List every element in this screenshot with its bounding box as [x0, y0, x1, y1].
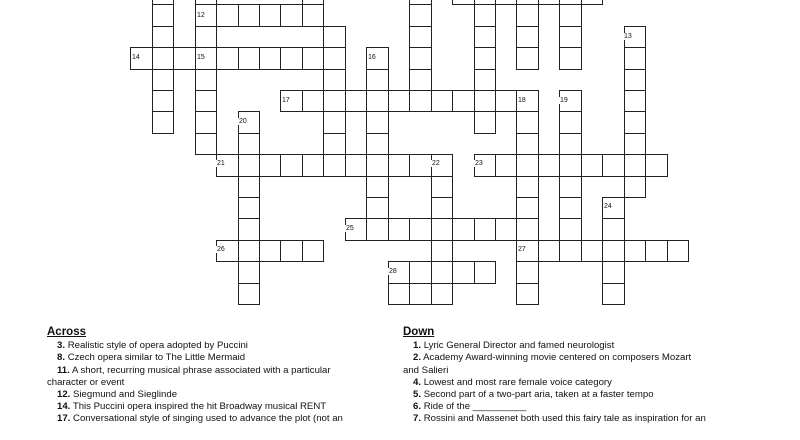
crossword-cell[interactable] — [516, 133, 539, 155]
clue-text: Conversational style of singing used to advance the plot (not an — [73, 413, 343, 425]
clue-text: This Puccini opera inspired the hit Broadway musical RENT — [72, 401, 327, 413]
crossword-cell[interactable] — [516, 47, 539, 70]
crossword-cell[interactable] — [474, 0, 496, 5]
crossword-cell[interactable] — [302, 47, 324, 70]
clue-number: 8. — [57, 352, 66, 364]
crossword-cell[interactable] — [645, 240, 668, 262]
crossword-cell[interactable] — [388, 283, 410, 305]
crossword-cell[interactable] — [559, 111, 582, 134]
crossword-cell[interactable] — [409, 26, 432, 48]
crossword-cell[interactable] — [238, 47, 260, 70]
crossword-cell[interactable] — [559, 47, 582, 70]
crossword-cell[interactable] — [366, 69, 389, 91]
crossword-cell[interactable] — [624, 90, 646, 112]
crossword-cell[interactable] — [280, 154, 303, 177]
clue-number: 1. — [413, 340, 422, 352]
clue-number: 6. — [413, 401, 422, 413]
crossword-cell[interactable] — [323, 154, 346, 177]
crossword-cell[interactable] — [624, 133, 646, 155]
clue-across — [47, 377, 357, 389]
clue-text: Academy Award-winning movie centered on composers Mozart — [423, 352, 692, 364]
clue-text: A short, recurring musical phrase associated with a particular — [71, 364, 331, 376]
crossword-cell[interactable] — [152, 26, 174, 48]
crossword-cell[interactable] — [624, 47, 646, 70]
clue-across — [47, 389, 357, 401]
crossword-cell[interactable] — [516, 218, 539, 241]
crossword-cell[interactable] — [173, 47, 196, 70]
crossword-cell[interactable] — [238, 176, 260, 198]
crossword-cell[interactable] — [581, 240, 603, 262]
clue-number: 7. — [413, 413, 422, 425]
crossword-cell[interactable] — [238, 154, 260, 177]
crossword-cell[interactable] — [538, 154, 560, 177]
clue-number-18: 18 — [518, 97, 526, 104]
crossword-cell[interactable] — [366, 218, 389, 241]
crossword-cell[interactable] — [409, 154, 432, 177]
crossword-cell[interactable] — [538, 0, 560, 5]
crossword-cell[interactable] — [216, 47, 239, 70]
crossword-cell[interactable] — [388, 90, 410, 112]
crossword-cell[interactable] — [516, 197, 539, 219]
across-clues — [47, 326, 357, 426]
crossword-cell[interactable] — [559, 4, 582, 27]
crossword-cell[interactable] — [323, 69, 346, 91]
crossword-cell[interactable] — [516, 4, 539, 27]
clue-number: 12. — [57, 389, 71, 401]
crossword-cell[interactable] — [559, 240, 582, 262]
crossword-cell[interactable] — [431, 240, 453, 262]
crossword-cell[interactable] — [474, 47, 496, 70]
crossword-cell[interactable] — [624, 111, 646, 134]
crossword-cell[interactable] — [195, 0, 217, 5]
clue-number-19: 19 — [560, 97, 568, 104]
crossword-cell[interactable] — [409, 4, 432, 27]
crossword-cell[interactable] — [366, 111, 389, 134]
clue-number: 3. — [57, 340, 66, 352]
clue-down — [403, 389, 783, 401]
crossword-cell[interactable] — [431, 261, 453, 284]
clue-number-15: 15 — [197, 54, 205, 61]
clue-number-12: 12 — [197, 12, 205, 19]
crossword-cell[interactable] — [302, 90, 324, 112]
crossword-cell[interactable] — [559, 26, 582, 48]
crossword-cell[interactable] — [431, 176, 453, 198]
crossword-cell[interactable] — [238, 218, 260, 241]
clue-down — [403, 365, 783, 377]
crossword-cell[interactable] — [474, 218, 496, 241]
crossword-cell[interactable] — [474, 261, 496, 284]
clue-number-17: 17 — [282, 97, 290, 104]
crossword-cell[interactable] — [409, 69, 432, 91]
crossword-cell[interactable] — [238, 133, 260, 155]
crossword-cell[interactable] — [323, 26, 346, 48]
crossword-cell[interactable] — [431, 197, 453, 219]
crossword-cell[interactable] — [559, 218, 582, 241]
crossword-cell[interactable] — [602, 218, 625, 241]
crossword-cell[interactable] — [302, 4, 324, 27]
crossword-cell[interactable] — [280, 240, 303, 262]
clue-text: Second part of a two-part aria, taken at a faster tempo — [423, 389, 654, 401]
crossword-cell[interactable] — [388, 218, 410, 241]
crossword-cell[interactable] — [452, 261, 475, 284]
clue-number-13: 13 — [624, 33, 632, 40]
crossword-cell[interactable] — [474, 4, 496, 27]
crossword-cell[interactable] — [366, 133, 389, 155]
crossword-cell[interactable] — [366, 197, 389, 219]
clue-number-20: 20 — [239, 118, 247, 125]
clue-across — [47, 340, 357, 352]
clue-number-14: 14 — [132, 54, 140, 61]
crossword-cell[interactable] — [602, 283, 625, 305]
clue-number-16: 16 — [368, 54, 376, 61]
crossword-cell[interactable] — [259, 4, 281, 27]
clue-down — [403, 340, 783, 352]
clue-text: character or event — [47, 376, 125, 388]
crossword-cell[interactable] — [302, 0, 324, 5]
clue-number-26: 26 — [217, 246, 225, 253]
crossword-cell[interactable] — [152, 69, 174, 91]
crossword-cell[interactable] — [238, 283, 260, 305]
clue-across — [47, 401, 357, 413]
crossword-cell[interactable] — [474, 69, 496, 91]
crossword-cell[interactable] — [602, 240, 625, 262]
crossword-cell[interactable] — [667, 240, 689, 262]
crossword-cell[interactable] — [516, 0, 539, 5]
crossword-cell[interactable] — [152, 90, 174, 112]
crossword-cell[interactable] — [431, 218, 453, 241]
crossword-cell[interactable] — [345, 154, 367, 177]
clue-number: 4. — [413, 376, 422, 388]
clue-down — [403, 352, 783, 364]
crossword-cell[interactable] — [323, 47, 346, 70]
crossword-cell[interactable] — [474, 90, 496, 112]
crossword-cell[interactable] — [388, 154, 410, 177]
crossword-cell[interactable] — [259, 240, 281, 262]
crossword-cell[interactable] — [516, 261, 539, 284]
crossword-cell[interactable] — [624, 69, 646, 91]
clue-down — [403, 401, 783, 413]
crossword-cell[interactable] — [280, 4, 303, 27]
crossword-cell[interactable] — [624, 176, 646, 198]
crossword-cell[interactable] — [323, 133, 346, 155]
crossword-cell[interactable] — [195, 90, 217, 112]
clue-text: Lyric General Director and famed neurologist — [423, 340, 615, 352]
clue-down — [403, 377, 783, 389]
crossword-cell[interactable] — [323, 111, 346, 134]
clue-across — [47, 365, 357, 377]
crossword-cell[interactable] — [559, 154, 582, 177]
across-clue-list — [47, 340, 357, 425]
crossword-cell[interactable] — [602, 261, 625, 284]
crossword-cell[interactable] — [152, 4, 174, 27]
crossword-cell[interactable] — [216, 4, 239, 27]
crossword-cell[interactable] — [559, 133, 582, 155]
crossword-cell[interactable] — [195, 69, 217, 91]
crossword-cell[interactable] — [581, 0, 603, 5]
crossword-cell[interactable] — [238, 4, 260, 27]
crossword-cell[interactable] — [152, 47, 174, 70]
clue-number-27: 27 — [518, 246, 526, 253]
clue-text: Realistic style of opera adopted by Puccini — [67, 340, 248, 352]
crossword-cell[interactable] — [409, 218, 432, 241]
crossword-cell[interactable] — [366, 90, 389, 112]
clue-down — [403, 413, 783, 425]
crossword-cell[interactable] — [195, 26, 217, 48]
crossword-cell[interactable] — [495, 0, 517, 5]
clue-text: Ride of the __________ — [423, 401, 527, 413]
crossword-cell[interactable] — [559, 0, 582, 5]
crossword-cell[interactable] — [152, 0, 174, 5]
crossword-cell[interactable] — [302, 154, 324, 177]
crossword-cell[interactable] — [624, 154, 646, 177]
crossword-cell[interactable] — [495, 218, 517, 241]
down-heading: Down — [403, 326, 435, 338]
crossword-cell[interactable] — [452, 90, 475, 112]
crossword-cell[interactable] — [302, 240, 324, 262]
clue-number-25: 25 — [346, 225, 354, 232]
crossword-cell[interactable] — [409, 47, 432, 70]
clue-across — [47, 413, 357, 425]
clue-text: Lowest and most rare female voice category — [423, 376, 612, 388]
crossword-cell[interactable] — [431, 283, 453, 305]
crossword-cell[interactable] — [602, 154, 625, 177]
crossword-cell[interactable] — [409, 90, 432, 112]
down-clues — [403, 326, 783, 426]
clue-number-22: 22 — [432, 160, 440, 167]
crossword-cell[interactable] — [452, 218, 475, 241]
crossword-cell[interactable] — [366, 176, 389, 198]
crossword-cell[interactable] — [452, 0, 475, 5]
crossword-cell[interactable] — [516, 283, 539, 305]
clue-number: 5. — [413, 389, 422, 401]
clue-text: Rossini and Massenet both used this fairy tale as inspiration for an — [423, 413, 706, 425]
crossword-cell[interactable] — [624, 240, 646, 262]
crossword-cell[interactable] — [516, 154, 539, 177]
clue-number-24: 24 — [604, 203, 612, 210]
crossword-cell[interactable] — [345, 90, 367, 112]
clue-text: Czech opera similar to The Little Mermaid — [67, 352, 246, 364]
crossword-cell[interactable] — [538, 240, 560, 262]
clue-number-23: 23 — [475, 160, 483, 167]
crossword-cell[interactable] — [516, 176, 539, 198]
crossword-cell[interactable] — [495, 154, 517, 177]
crossword-cell[interactable] — [474, 26, 496, 48]
crossword-cell[interactable] — [195, 133, 217, 155]
crossword-cell[interactable] — [645, 154, 668, 177]
crossword-cell[interactable] — [259, 47, 281, 70]
clue-text: Siegmund and Sieglinde — [73, 389, 178, 401]
clue-across — [47, 352, 357, 364]
clue-number: 17. — [57, 413, 71, 425]
crossword-cell[interactable] — [195, 111, 217, 134]
crossword-cell[interactable] — [409, 0, 432, 5]
clue-number: 14. — [57, 401, 71, 413]
clue-number-28: 28 — [389, 268, 397, 275]
crossword-cell[interactable] — [323, 90, 346, 112]
down-clue-list — [403, 340, 783, 425]
crossword-cell[interactable] — [431, 90, 453, 112]
crossword-cell[interactable] — [238, 261, 260, 284]
clue-number-21: 21 — [217, 160, 225, 167]
crossword-cell[interactable] — [152, 111, 174, 134]
crossword-cell[interactable] — [259, 154, 281, 177]
clue-number: 2. — [413, 352, 422, 364]
crossword-cell[interactable] — [516, 111, 539, 134]
crossword-cell[interactable] — [581, 154, 603, 177]
clue-text: and Salieri — [403, 364, 449, 376]
crossword-cell[interactable] — [516, 26, 539, 48]
crossword-cell[interactable] — [559, 197, 582, 219]
crossword-cell[interactable] — [409, 283, 432, 305]
crossword-cell[interactable] — [238, 197, 260, 219]
crossword-cell[interactable] — [238, 240, 260, 262]
crossword-cell[interactable] — [280, 47, 303, 70]
crossword-cell[interactable] — [495, 90, 517, 112]
crossword-cell[interactable] — [366, 154, 389, 177]
crossword-cell[interactable] — [474, 111, 496, 134]
across-heading: Across — [47, 326, 86, 338]
crossword-cell[interactable] — [409, 261, 432, 284]
crossword-cell[interactable] — [559, 176, 582, 198]
clue-number: 11. — [57, 364, 70, 376]
